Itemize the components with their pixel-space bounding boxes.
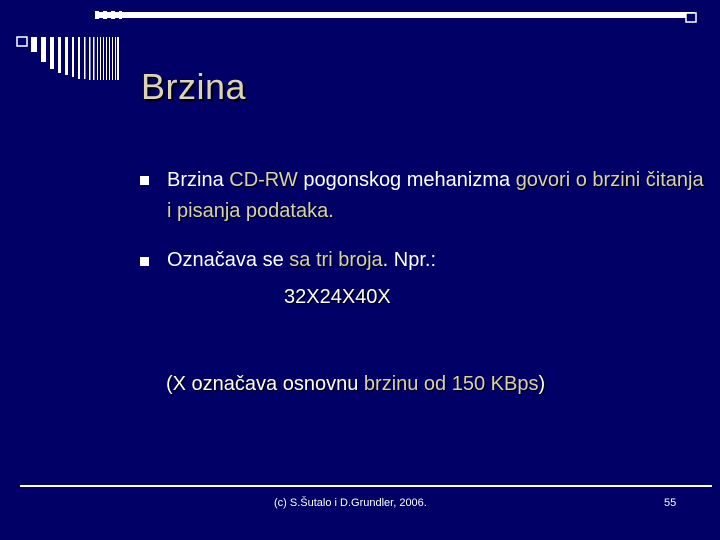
note-text-part: ) (538, 373, 546, 395)
bullet-highlight: govori o (515, 169, 587, 191)
bullet-text-part: . Npr.: (382, 249, 437, 271)
square-bullet-icon (140, 257, 149, 266)
note-highlight: brzinu od 150 KBps (363, 373, 539, 395)
speed-example: 32X24X40X (284, 286, 391, 308)
slide-title: Brzina (141, 66, 247, 107)
bullet-text (167, 245, 712, 276)
note-text-part: (X označava osnovnu (166, 373, 364, 395)
square-bullet-icon (140, 176, 149, 185)
bullet-highlight: sa tri broja (289, 249, 383, 271)
footer-credit: (c) S.Šutalo i D.Grundler, 2006. (274, 497, 427, 509)
speed-note (166, 373, 545, 396)
bullet-text-part: Označava se (167, 249, 290, 271)
bullet-text (167, 165, 712, 227)
footer-divider (20, 485, 712, 487)
bullet-highlight: brzini čitanja i pisanja podataka. (167, 169, 704, 222)
bullet-text-part: pogonskog mehanizma (297, 169, 516, 191)
decorative-corner-stripes (0, 0, 720, 80)
bullet-highlight: CD-RW (229, 169, 298, 191)
bullet-text-part: Brzina (167, 169, 230, 191)
page-number: 55 (664, 497, 677, 509)
